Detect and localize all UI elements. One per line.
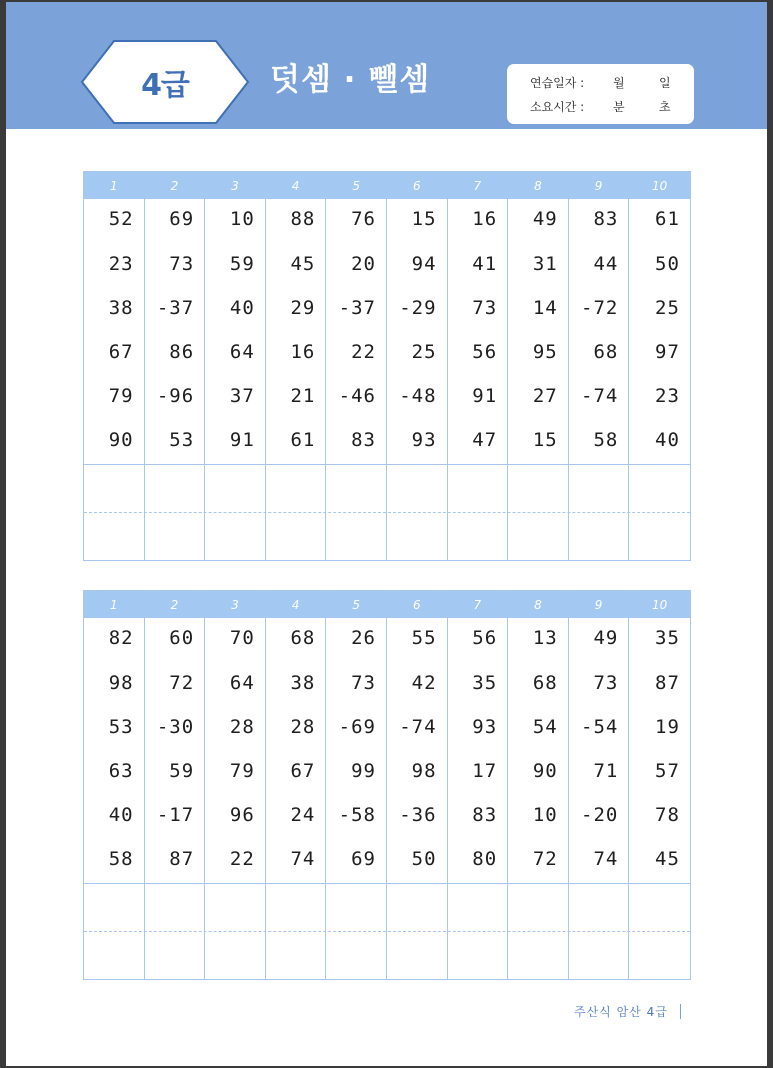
problem-value: 83	[472, 804, 498, 826]
problem-number: 6	[387, 591, 447, 618]
problem-value: -37	[338, 297, 376, 319]
problem-value: 76	[351, 208, 376, 230]
problem-value: 15	[411, 208, 437, 230]
problem-value: 61	[290, 429, 316, 451]
problem-value: 93	[411, 429, 437, 451]
problem-value: 98	[411, 760, 437, 782]
problem-number: 7	[448, 591, 508, 618]
footer-divider	[680, 1004, 681, 1019]
problem-value: 64	[229, 341, 255, 363]
problem-value: 59	[169, 760, 195, 782]
level-label: 4급	[141, 68, 189, 103]
problem-value: 78	[655, 804, 680, 826]
problem-value: 49	[593, 627, 619, 649]
problem-number: 8	[508, 172, 568, 199]
problem-value: 57	[655, 760, 680, 782]
problem-number: 3	[205, 591, 265, 618]
problem-value: 22	[351, 341, 376, 363]
problem-value: 82	[108, 627, 134, 649]
answer-area-dashed-line	[84, 512, 690, 513]
problem-value: 40	[108, 804, 134, 826]
problem-number: 10	[629, 172, 690, 199]
problem-column	[205, 591, 266, 979]
problem-value: -96	[156, 385, 195, 407]
problem-value: 60	[169, 627, 195, 649]
problem-value: 47	[472, 429, 498, 451]
answer-area-top-line	[84, 883, 690, 884]
problem-value: 31	[532, 253, 558, 275]
problem-value: 87	[169, 848, 195, 870]
scan-edge-right	[767, 0, 773, 1068]
problem-value: 73	[169, 253, 195, 275]
problem-value: 54	[532, 716, 558, 738]
problem-value: -58	[338, 804, 376, 826]
problem-number: 6	[387, 172, 447, 199]
grid-columns	[84, 172, 690, 560]
problem-value: 19	[655, 716, 680, 738]
problem-value: 83	[593, 208, 619, 230]
problem-column	[387, 591, 448, 979]
problem-value: 69	[351, 848, 376, 870]
problem-value: 61	[655, 208, 680, 230]
time-spent-row	[507, 94, 694, 118]
problem-value: 50	[655, 253, 680, 275]
problem-value: 64	[229, 672, 255, 694]
problem-value: -72	[581, 297, 619, 319]
problem-value: 59	[229, 253, 255, 275]
problem-column	[569, 591, 630, 979]
answer-area-dashed-line	[84, 931, 690, 932]
problem-number: 8	[508, 591, 568, 618]
problem-value: 96	[229, 804, 255, 826]
problem-column	[205, 172, 266, 560]
problem-value: 14	[532, 297, 558, 319]
answer-area-top-line	[84, 464, 690, 465]
problem-value: 56	[472, 341, 498, 363]
problem-value: 91	[229, 429, 255, 451]
problem-value: 35	[472, 672, 498, 694]
problem-value: -69	[338, 716, 376, 738]
problem-column	[508, 172, 569, 560]
problem-value: 79	[108, 385, 134, 407]
practice-date-label: 연습일자 :	[530, 76, 585, 90]
problem-value: 21	[290, 385, 316, 407]
problem-value: -46	[338, 385, 376, 407]
problem-value: 29	[290, 297, 316, 319]
practice-date-row	[507, 70, 694, 94]
problem-number: 1	[84, 591, 144, 618]
problem-value: 25	[411, 341, 437, 363]
problem-value: 99	[351, 760, 376, 782]
problem-column	[266, 591, 327, 979]
problem-value: 70	[229, 627, 255, 649]
problem-value: 67	[290, 760, 316, 782]
problem-value: 68	[532, 672, 558, 694]
problem-value: 53	[169, 429, 195, 451]
problem-column	[84, 591, 145, 979]
minute-unit: 분	[613, 100, 625, 114]
problem-value: 56	[472, 627, 498, 649]
problem-value: 42	[411, 672, 437, 694]
problem-value: 73	[593, 672, 619, 694]
problem-value: 45	[290, 253, 316, 275]
problem-column	[266, 172, 327, 560]
problem-value: 93	[472, 716, 498, 738]
problem-column	[84, 172, 145, 560]
month-unit: 월	[613, 76, 625, 90]
problem-column	[387, 172, 448, 560]
problem-value: -54	[581, 716, 619, 738]
problem-number: 5	[326, 172, 386, 199]
problem-value: -37	[156, 297, 195, 319]
second-unit: 초	[659, 100, 671, 114]
problem-value: 71	[593, 760, 619, 782]
problem-value: 87	[655, 672, 680, 694]
problem-number: 4	[266, 591, 326, 618]
problem-value: -29	[399, 297, 437, 319]
problem-value: 16	[290, 341, 316, 363]
problem-value: 35	[655, 627, 680, 649]
problem-value: 10	[532, 804, 558, 826]
problem-value: 97	[655, 341, 680, 363]
problem-value: -74	[399, 716, 437, 738]
time-spent-label: 소요시간 :	[530, 100, 585, 114]
problem-value: 27	[532, 385, 558, 407]
problem-number: 1	[84, 172, 144, 199]
problem-value: 13	[532, 627, 558, 649]
problem-value: 68	[290, 627, 316, 649]
problem-number: 2	[145, 591, 205, 618]
level-badge	[80, 40, 250, 124]
problem-value: 69	[169, 208, 195, 230]
problem-number: 5	[326, 591, 386, 618]
problem-value: 68	[593, 341, 619, 363]
problem-value: 55	[411, 627, 437, 649]
problem-value: 90	[532, 760, 558, 782]
day-unit: 일	[659, 76, 671, 90]
problem-column	[326, 172, 387, 560]
page-title: 덧셈 · 뺄셈	[270, 62, 431, 98]
problem-value: 28	[290, 716, 316, 738]
problem-column	[145, 172, 206, 560]
footer-label: 주산식 암산 4급	[574, 1005, 668, 1019]
problem-column	[326, 591, 387, 979]
problem-value: 37	[229, 385, 255, 407]
problem-grid-1	[83, 171, 691, 561]
problem-value: 94	[411, 253, 437, 275]
problem-number: 3	[205, 172, 265, 199]
scan-edge-top	[0, 0, 773, 2]
problem-value: -48	[399, 385, 437, 407]
problem-value: 26	[351, 627, 376, 649]
problem-value: 91	[472, 385, 498, 407]
problem-value: 17	[472, 760, 498, 782]
problem-column	[448, 591, 509, 979]
problem-value: 79	[229, 760, 255, 782]
problem-value: 38	[290, 672, 316, 694]
problem-value: 95	[532, 341, 558, 363]
problem-value: 16	[472, 208, 498, 230]
problem-value: 53	[108, 716, 134, 738]
problem-value: 86	[169, 341, 195, 363]
problem-number: 10	[629, 591, 690, 618]
problem-value: 15	[532, 429, 558, 451]
problem-value: 38	[108, 297, 134, 319]
problem-value: 73	[472, 297, 498, 319]
problem-number: 9	[569, 591, 629, 618]
problem-column	[448, 172, 509, 560]
problem-value: 83	[351, 429, 376, 451]
problem-grid-2	[83, 590, 691, 980]
problem-value: -36	[399, 804, 437, 826]
problem-value: 72	[169, 672, 195, 694]
problem-number: 7	[448, 172, 508, 199]
problem-value: -30	[156, 716, 195, 738]
problem-value: 49	[532, 208, 558, 230]
problem-value: 28	[229, 716, 255, 738]
problem-value: 98	[108, 672, 134, 694]
problem-value: 73	[351, 672, 376, 694]
problem-number: 2	[145, 172, 205, 199]
problem-column	[569, 172, 630, 560]
problem-number: 4	[266, 172, 326, 199]
practice-info-box	[507, 64, 694, 124]
problem-value: 50	[411, 848, 437, 870]
problem-value: 23	[108, 253, 134, 275]
problem-value: 58	[593, 429, 619, 451]
problem-value: -20	[581, 804, 619, 826]
scan-edge-left	[0, 0, 6, 1068]
problem-value: 88	[290, 208, 316, 230]
problem-value: 58	[108, 848, 134, 870]
problem-value: 74	[290, 848, 316, 870]
problem-value: 44	[593, 253, 619, 275]
problem-value: 40	[655, 429, 680, 451]
problem-value: 40	[229, 297, 255, 319]
grid-columns	[84, 591, 690, 979]
problem-value: 10	[229, 208, 255, 230]
problem-value: 20	[351, 253, 376, 275]
problem-value: 74	[593, 848, 619, 870]
problem-column	[629, 591, 690, 979]
problem-value: 63	[108, 760, 134, 782]
problem-value: 23	[655, 385, 680, 407]
problem-column	[145, 591, 206, 979]
problem-value: 90	[108, 429, 134, 451]
problem-value: 41	[472, 253, 498, 275]
problem-value: 80	[472, 848, 498, 870]
problem-column	[629, 172, 690, 560]
problem-value: 22	[229, 848, 255, 870]
problem-value: 24	[290, 804, 316, 826]
problem-value: 72	[532, 848, 558, 870]
problem-column	[508, 591, 569, 979]
problem-number: 9	[569, 172, 629, 199]
problem-value: 67	[108, 341, 134, 363]
problem-value: 25	[655, 297, 680, 319]
problem-value: -74	[581, 385, 619, 407]
problem-value: 52	[108, 208, 134, 230]
problem-value: -17	[156, 804, 195, 826]
problem-value: 45	[655, 848, 680, 870]
